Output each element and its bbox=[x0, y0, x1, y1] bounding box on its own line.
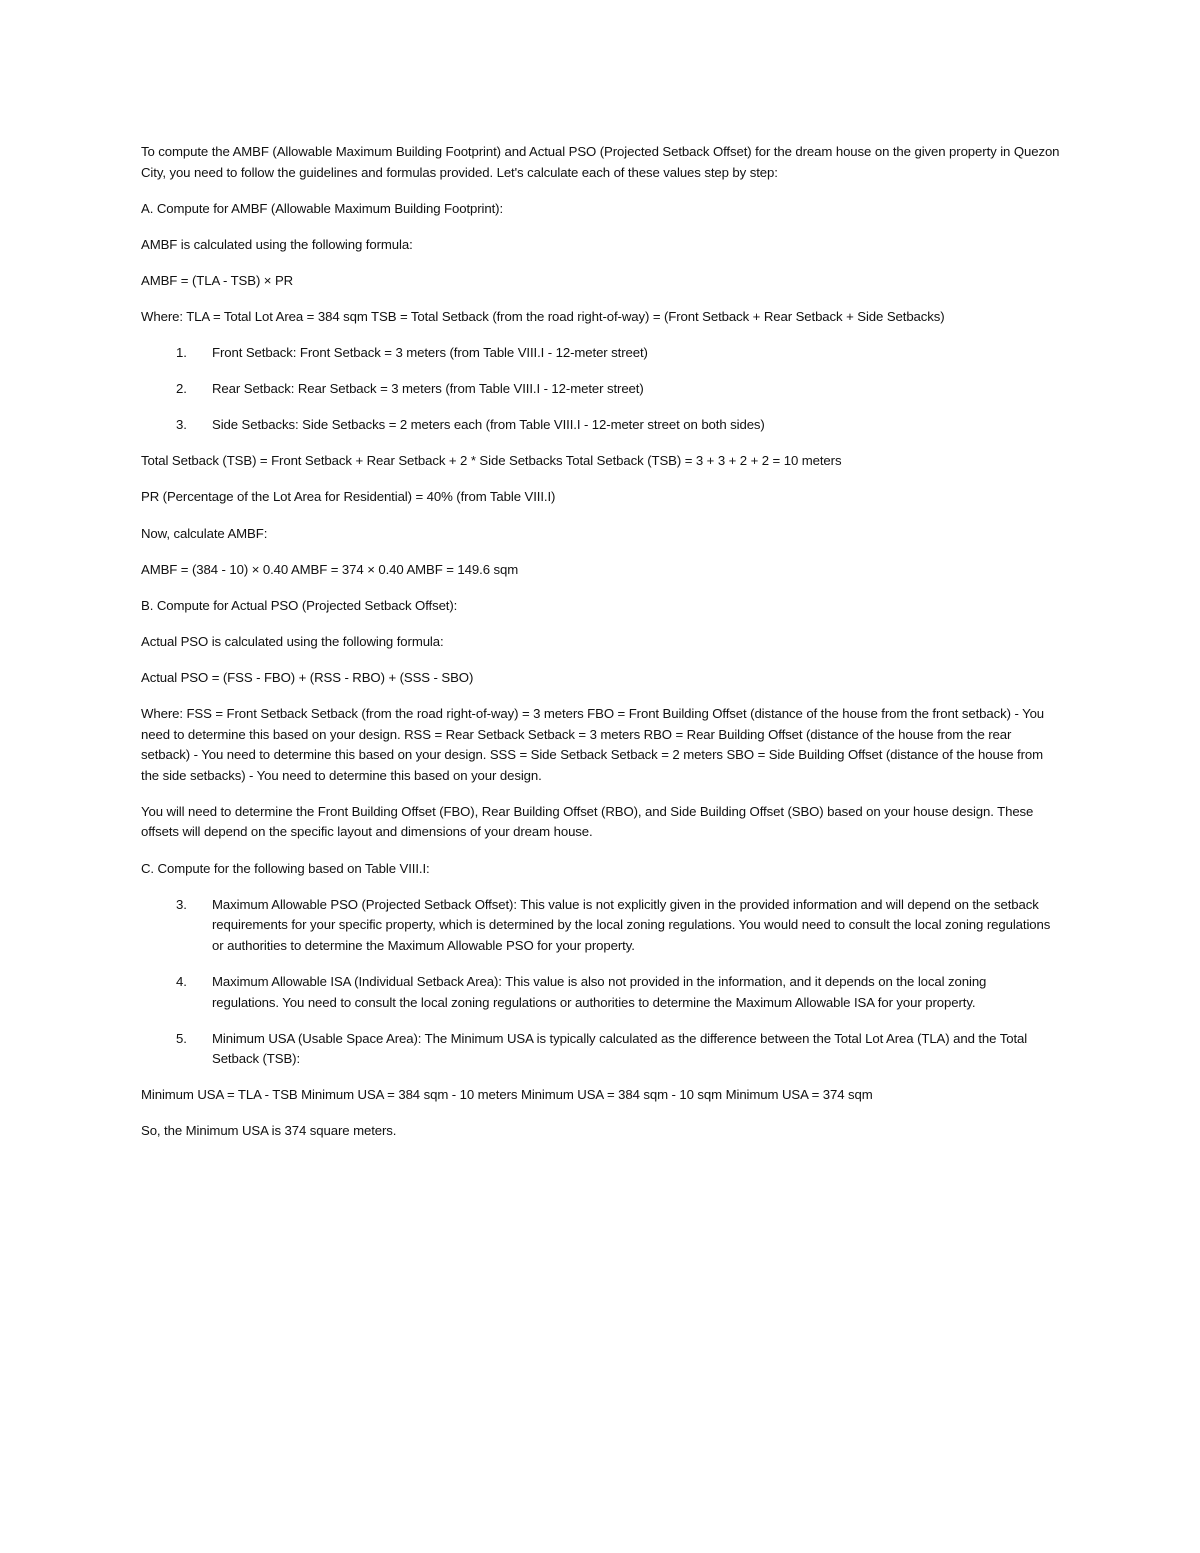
minimum-usa-paragraph: Minimum USA = TLA - TSB Minimum USA = 384 sqm - 10 meters Minimum USA = 384 sqm - 10 sqm Minimum USA = 374 sqm bbox=[141, 1087, 873, 1103]
list-item bbox=[141, 415, 1061, 436]
conclusion-paragraph: So, the Minimum USA is 374 square meters. bbox=[141, 1123, 397, 1139]
ambf-formula-intro: AMBF is calculated using the following formula: bbox=[141, 236, 413, 252]
list-item bbox=[141, 1029, 1061, 1070]
intro-paragraph: To compute the AMBF (Allowable Maximum Building Footprint) and Actual PSO (Projected Setback Offset) for the dream house on the given property in Quezon City, you need to follow the guidelines and formulas provided. Let's calculate each of these values step by step: bbox=[141, 144, 1060, 180]
section-c-heading: C. Compute for the following based on Table VIII.I: bbox=[141, 860, 430, 876]
offsets-note-paragraph: You will need to determine the Front Building Offset (FBO), Rear Building Offset (RBO), and Side Building Offset (SBO) based on your house design. These offsets will depend on the specific layout and dimensions of your dream house. bbox=[141, 803, 1034, 840]
list-item bbox=[141, 895, 1061, 957]
list-item bbox=[141, 379, 1061, 400]
list-number: 3. bbox=[176, 896, 187, 912]
list-number: 5. bbox=[176, 1030, 187, 1046]
pso-where-paragraph: Where: FSS = Front Setback Setback (from the road right-of-way) = 3 meters FBO = Front Building Offset (distance of the house from the front setback) - You need to determine this based on your design. RSS = Rear Setback Setback = 3 meters RBO = Rear Building Offset (distance of the house from the rear setback) - You need to determine this based on your design. SSS = Side Setback Setback = 2 meters SBO = Side Building Offset (distance of the house from the side setbacks) - You need to determine this based on your design. bbox=[141, 706, 1045, 783]
table-viii-list bbox=[141, 895, 1061, 1070]
list-item bbox=[141, 343, 1061, 364]
list-number: 3. bbox=[176, 417, 187, 433]
list-item-text: Side Setbacks: Side Setbacks = 2 meters each (from Table VIII.I - 12-meter street on both sides) bbox=[212, 417, 765, 433]
pso-formula-intro: Actual PSO is calculated using the following formula: bbox=[141, 633, 444, 649]
ambf-where-paragraph: Where: TLA = Total Lot Area = 384 sqm TSB = Total Setback (from the road right-of-way) = (Front Setback + Rear Setback + Side Setbacks) bbox=[141, 308, 945, 324]
pr-paragraph: PR (Percentage of the Lot Area for Residential) = 40% (from Table VIII.I) bbox=[141, 489, 556, 505]
ambf-result-paragraph: AMBF = (384 - 10) × 0.40 AMBF = 374 × 0.40 AMBF = 149.6 sqm bbox=[141, 561, 519, 577]
calculate-ambf-paragraph: Now, calculate AMBF: bbox=[141, 525, 268, 541]
list-item-text: Front Setback: Front Setback = 3 meters (from Table VIII.I - 12-meter street) bbox=[212, 345, 648, 361]
section-b-heading: B. Compute for Actual PSO (Projected Setback Offset): bbox=[141, 597, 458, 613]
list-item-text: Rear Setback: Rear Setback = 3 meters (from Table VIII.I - 12-meter street) bbox=[212, 381, 644, 397]
section-a-heading: A. Compute for AMBF (Allowable Maximum Building Footprint): bbox=[141, 200, 504, 216]
setback-list bbox=[141, 343, 1061, 436]
list-number: 4. bbox=[176, 973, 187, 989]
list-item bbox=[141, 972, 1061, 1013]
list-number: 2. bbox=[176, 381, 187, 397]
pso-formula: Actual PSO = (FSS - FBO) + (RSS - RBO) + (SSS - SBO) bbox=[141, 669, 474, 685]
document-page bbox=[141, 142, 1061, 1158]
list-number: 1. bbox=[176, 345, 187, 361]
list-item-text: Minimum USA (Usable Space Area): The Minimum USA is typically calculated as the difference between the Total Lot Area (TLA) and the Total Setback (TSB): bbox=[212, 1030, 1028, 1067]
list-item-text: Maximum Allowable PSO (Projected Setback Offset): This value is not explicitly given in the provided information and will depend on the setback requirements for your specific property, which is determined by the local zoning regulations. You would need to consult the local zoning regulations or authorities to determine the Maximum Allowable PSO for your property. bbox=[212, 896, 1051, 953]
total-setback-paragraph: Total Setback (TSB) = Front Setback + Rear Setback + 2 * Side Setbacks Total Setback (TSB) = 3 + 3 + 2 + 2 = 10 meters bbox=[141, 453, 842, 469]
ambf-formula: AMBF = (TLA - TSB) × PR bbox=[141, 272, 294, 288]
list-item-text: Maximum Allowable ISA (Individual Setback Area): This value is also not provided in the information, and it depends on the local zoning regulations. You need to consult the local zoning regulations or authorities to determine the Maximum Allowable ISA for your property. bbox=[212, 973, 987, 1010]
